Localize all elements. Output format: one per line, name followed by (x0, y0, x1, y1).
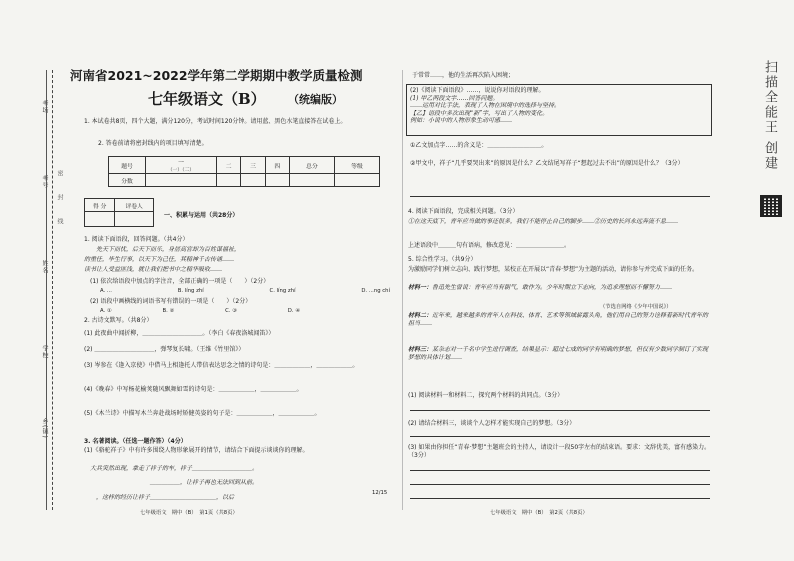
answer-line (410, 196, 710, 197)
right-footer: 七年级语文 期中（B） 第2页（共8页） (490, 510, 588, 516)
binding-dash-line (52, 70, 53, 510)
q5-material-2 (408, 312, 712, 327)
q1-stem: 1. 阅读下面语段，回答问题。（共4分） (84, 236, 189, 243)
q5-material-2-text: 近年来，越来越多的青年人在科技、体育、艺术等领域崭露头角，他们用自己的努力诠释着新时代青年的担当…… (408, 312, 709, 327)
q2-item-3: (3) 岑参在《逢入京使》中借马上相逢托人带信表达思念之情的诗句是：＿＿＿＿＿＿，＿＿＿＿＿＿。 (84, 362, 359, 369)
q5-task-2: (2) 请结合材料三，谈谈个人怎样才能实现自己的梦想。（3分） (408, 420, 576, 427)
q5-task-1: (1) 阅读材料一和材料二，探究两个材料的共同点。（3分） (408, 392, 564, 399)
q5-material-1-source: （节选自网络《少年中国说》） (600, 304, 672, 310)
score-header-1-sub: （一）（二） (167, 168, 195, 173)
q1-opt2-b: B. ② (162, 308, 175, 314)
q2-item-2: (2) ＿＿＿＿＿＿＿＿＿＿，弹琴复长啸。（王维《竹里馆》） (84, 346, 245, 353)
score-table (108, 156, 380, 187)
score-cell (289, 174, 334, 187)
right-reading-line-4: 例如：小说中的人物形象生动可感…… (410, 117, 513, 124)
grader-box (84, 198, 154, 227)
q5-material-3 (408, 346, 712, 361)
binding-label-exam-room: 考场 (41, 100, 48, 114)
q3-stem: 3. 名著阅读。（任选一题作答）（4分） (84, 438, 187, 445)
q3-part-d: ，这样的经历让祥子＿＿＿＿＿＿＿＿＿＿＿，以后 (96, 494, 235, 501)
answer-line (410, 436, 710, 437)
score-header-5: 四 (265, 157, 289, 174)
right-question-a: ①乙文加点字……的含义是：＿＿＿＿＿＿＿＿＿。 (410, 142, 548, 149)
exam-title: 河南省2021~2022学年第二学期期中教学质量检测 (70, 68, 363, 83)
qr-code-icon (760, 195, 782, 217)
binding-cut-text (55, 170, 64, 242)
right-top-line: 于常常……，他的生活再次陷入困境； (412, 72, 515, 79)
grader-label: 评卷人 (115, 199, 154, 212)
q1-passage-2: 的重任，毕生行事，以天下为己任，其精神千古传诵…… (84, 256, 235, 263)
q1-passage-3: 读书让人受益匪浅，就让我们把书中之精华吸收…… (84, 266, 223, 273)
binding-solid-line (46, 70, 47, 510)
binding-label-exam-number: 考号 (41, 175, 48, 189)
binding-label-name: 姓名 (41, 260, 48, 274)
q1-opt-b: B. líng zhí (177, 288, 204, 294)
right-reading-heading: (2)《阅读下面语段》……，说说你对语段的理解。 (410, 87, 545, 94)
q1-sub2-options (100, 308, 300, 315)
score-header-1 (146, 157, 217, 174)
q1-passage-1: 先天下而忧，后天下而乐，身居高官却为百姓谋福祉， (96, 246, 241, 253)
q2-stem: 2. 古诗文默写。（共8分） (84, 317, 153, 324)
score-cell (241, 174, 265, 187)
score-cell (334, 174, 379, 187)
answer-line (410, 410, 710, 411)
answer-line (410, 484, 710, 485)
right-reading-line-3: 【乙】语段中多次出现“新”字，写出了人物的变化。 (410, 109, 549, 117)
note-1: 1. 本试卷共8页，四个大题，满分120分，考试时间120分钟。请用蓝、黑色水笔直接答在试卷上。 (84, 118, 347, 125)
q5-stem: 5. 综合性学习。（共9分） (408, 256, 477, 263)
q5-material-1-label: 材料一： (408, 284, 433, 291)
binding-label-school: 学校 (41, 345, 48, 359)
q5-material-2-label: 材料二： (408, 312, 433, 319)
q1-opt-a: A. ... (100, 288, 112, 294)
left-footer: 七年级语文 期中（B） 第1页（共8页） (140, 510, 238, 516)
exam-subtitle: 七年级语文（B） (148, 90, 266, 108)
q3-part-c: ＿＿＿＿＿，让祥子再也无法回到从前。 (150, 479, 259, 486)
q4-text: ①在这天底下，青年应当做的事还很多，我们不能停止自己的脚步……②历史的长河永远奔流不息…… (408, 218, 679, 225)
score-cell (265, 174, 289, 187)
grader-score-cell (85, 212, 115, 227)
q4-stem: 4. 阅读下面语段，完成相关问题。（3分） (408, 208, 519, 215)
binding-label-township: 乡(镇) (41, 418, 48, 439)
score-header-grade: 等级 (334, 157, 379, 174)
q1-opt2-d: D. ④ (287, 308, 300, 314)
q2-item-5: (5)《木兰诗》中描写木兰奔赴战场时矫健英姿的句子是：＿＿＿＿＿＿，＿＿＿＿＿＿。 (84, 410, 321, 417)
section1-heading: 一、积累与运用（共28分） (164, 212, 239, 219)
scanner-watermark: 扫描全能王 创建 (762, 60, 777, 172)
q1-opt2-a: A. ① (100, 308, 112, 314)
score-header-number: 题号 (109, 157, 146, 174)
right-reading-line-1: (1) 甲乙两段文字……回答问题。 (410, 94, 499, 102)
score-header-4: 三 (241, 157, 265, 174)
q2-item-4: (4)《晚春》中写杨花榆荚随风飘舞如雪的诗句是：＿＿＿＿＿＿，＿＿＿＿＿＿。 (84, 386, 303, 393)
q5-material-1 (408, 284, 712, 292)
q5-material-1-text: 鲁迅先生曾说：青年应当有朝气，敢作为。少年时期立下志向，为追求理想而不懈努力…… (432, 284, 673, 291)
score-header-3: 二 (217, 157, 241, 174)
q5-material-3-label: 材料三： (408, 346, 433, 353)
grader-name-cell (115, 212, 154, 227)
q1-sub1: (1) 依次给语段中加点的字注音，全部正确的一项是（ ）（2分） (90, 278, 270, 285)
score-header-1-label: 一 (178, 160, 184, 166)
cut-label-3: 线 (56, 218, 63, 242)
q1-opt-d: D. ...ng chí (361, 288, 390, 294)
q1-sub2: (2) 语段中画横线的词语书写有错误的一项是（ ）（2分） (90, 298, 252, 305)
score-row-label: 分数 (109, 174, 146, 187)
q3-part-a: (1)《骆驼祥子》中有许多围绕人物形象展开的情节，请结合下面提示谈谈你的理解。 (84, 447, 309, 454)
q1-sub1-options (100, 288, 390, 295)
q2-item-1: (1) 此夜曲中闻折柳，＿＿＿＿＿＿＿＿＿＿。（李白《春夜洛城闻笛》） (84, 330, 275, 337)
q5-task-3: (3) 如果由你担任“青春·梦想”主题班会的主持人，请设计一段50字左右的结束语。要求：文辞优美，富有感染力。（3分） (408, 444, 711, 459)
answer-line (410, 470, 710, 471)
exam-edition: （统编版） (288, 93, 343, 106)
answer-line (410, 498, 710, 499)
right-reading-line-2: ……运用对比手法，表现了人物在困境中的选择与坚持。 (410, 102, 561, 109)
right-reading-box (406, 84, 712, 136)
q5-material-3-text: 某杂志对一千名中学生进行调查，结果显示：超过七成的同学有明确的梦想，但仅有少数同学制订了实现梦想的具体计划…… (408, 346, 709, 361)
score-header-total: 总分 (289, 157, 334, 174)
q3-part-b: 大兵突然出现，拿走了祥子的车，祥子＿＿＿＿＿＿＿＿＿＿。 (90, 465, 259, 472)
cut-label-2: 封 (56, 194, 63, 218)
note-2: 2. 答卷前请将密封线内的项目填写清楚。 (98, 140, 208, 147)
q1-opt-c: C. líng zhí (269, 288, 296, 294)
q1-opt2-c: C. ③ (225, 308, 237, 314)
right-question-b: ②甲文中，祥子“几乎要哭出来”的原因是什么？乙文结尾写祥子“想起过去不出”的原因是什么？（3分） (410, 160, 684, 167)
cut-label-1: 密 (56, 170, 63, 194)
score-cell (146, 174, 217, 187)
grader-score-label: 得 分 (85, 199, 115, 212)
left-page-number: 12/15 (372, 490, 388, 496)
score-cell (217, 174, 241, 187)
q5-intro: 为激励同学们树立志向、践行梦想，某校正在开展以“青春·梦想”为主题的活动，请你参与并完成下面的任务。 (408, 266, 699, 273)
page-divider (402, 70, 403, 510)
q4-ask: 上述语段中＿＿＿句有语病，修改意见：＿＿＿＿＿＿＿＿。 (408, 242, 571, 249)
